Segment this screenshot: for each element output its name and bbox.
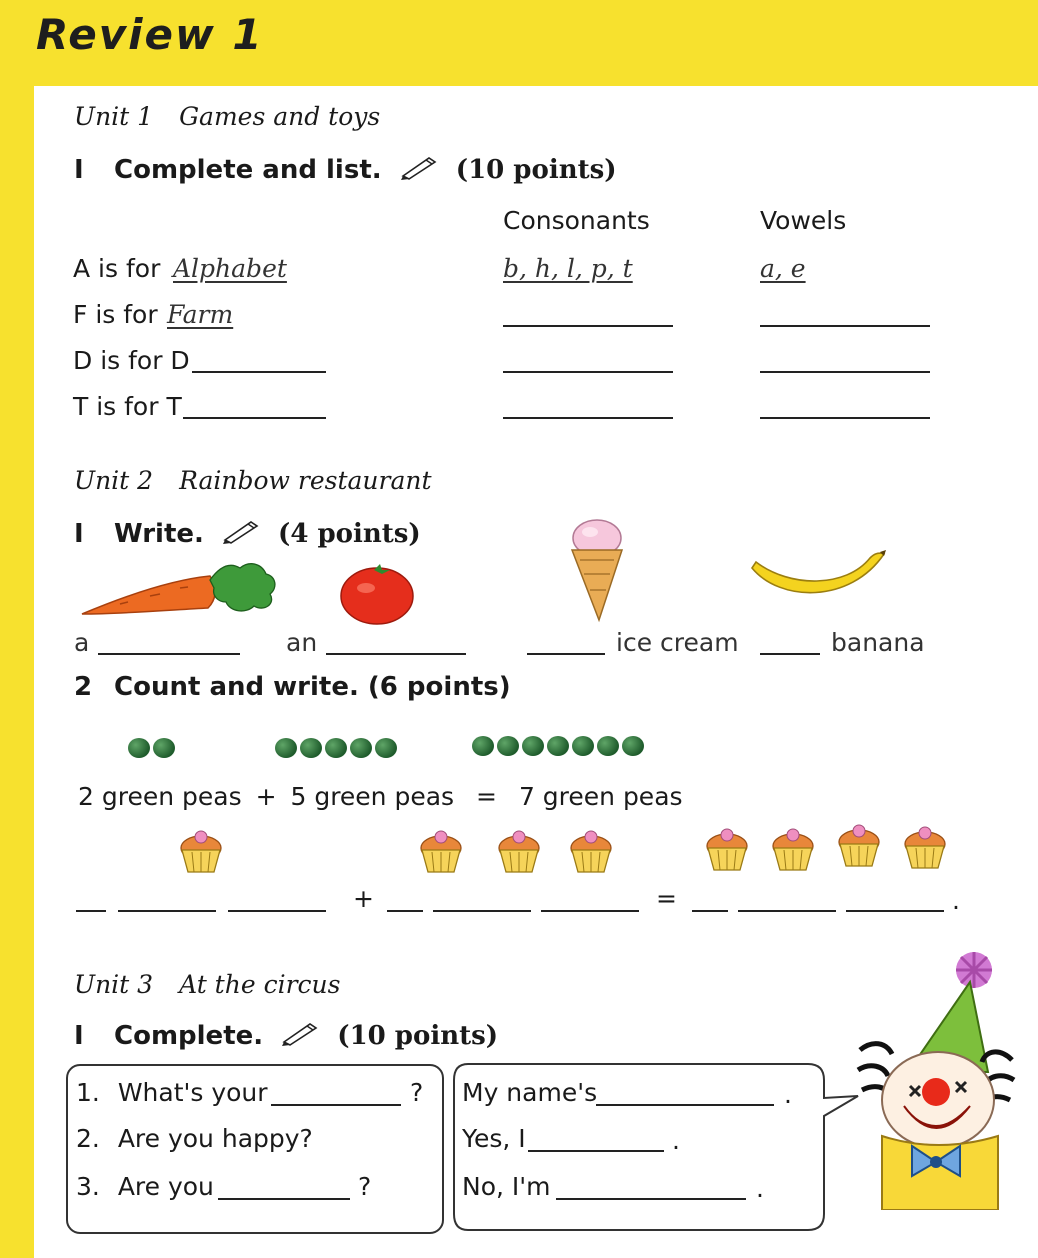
answer-blank[interactable] [218,1198,350,1200]
article-an: an [286,628,318,657]
task-number: I [74,155,84,185]
task-instruction: Count and write. (6 points) [114,672,511,702]
pea [128,738,150,758]
word-blank[interactable] [228,910,326,912]
answer-line-1: My name's [462,1078,598,1107]
peas-b: 5 green peas [290,782,455,811]
cupcake-equals: = [656,884,677,913]
pea [597,736,619,756]
banana-label: banana [831,628,925,657]
vowels-blank[interactable] [760,325,930,327]
row-lead: T is for T [73,392,182,421]
question-3 [76,1172,214,1201]
cupcake [836,822,882,868]
answer-blank[interactable] [556,1198,746,1200]
pencil-icon [399,154,439,187]
pea [522,736,544,756]
question-2 [76,1124,313,1153]
unit3-name: At the circus [179,970,341,999]
word-blank[interactable] [541,910,639,912]
unit1-label: Unit 1 [74,102,154,131]
answer-line-3: No, I'm [462,1172,551,1201]
vowels-blank[interactable] [760,417,930,419]
word-blank[interactable] [192,371,326,373]
pea [472,736,494,756]
pea [275,738,297,758]
banana-picture [750,548,888,610]
word-blank[interactable] [98,653,240,655]
answer-end: . [784,1080,792,1109]
question-number: 3. [76,1172,100,1201]
answer-blank[interactable] [528,1150,664,1152]
task-points: (10 points) [337,1021,499,1051]
unit2-label: Unit 2 [74,466,154,495]
row-lead: F is for [73,300,158,329]
number-blank[interactable] [76,910,106,912]
example-answer: Alphabet [173,254,287,283]
task-number: I [74,1021,84,1051]
pea [622,736,644,756]
answer-line-2: Yes, I [462,1124,526,1153]
number-blank[interactable] [387,910,423,912]
article-blank[interactable] [760,653,820,655]
example-consonants: b, h, l, p, t [503,254,633,283]
question-end: ? [410,1078,424,1107]
task-instruction: Write. [114,519,204,549]
pea [547,736,569,756]
peas-group-5 [275,738,397,758]
cupcake [902,824,948,870]
page-title: Review 1 [36,10,264,59]
cupcake [418,828,464,874]
answer-blank[interactable] [596,1104,774,1106]
consonants-blank[interactable] [503,371,673,373]
ice-cream-label: ice cream [616,628,739,657]
consonants-blank[interactable] [503,417,673,419]
vowels-blank[interactable] [760,371,930,373]
cupcake [178,828,224,874]
pencil-icon [280,1020,320,1053]
word-blank[interactable] [183,417,326,419]
unit3-task-heading [74,1020,498,1053]
word-blank[interactable] [433,910,531,912]
clown-picture [852,950,1016,1210]
question-text: Are you [117,1172,214,1201]
unit1-heading [74,102,380,131]
cupcake [770,826,816,872]
peas-c: 7 green peas [518,782,683,811]
question-number: 2. [76,1124,100,1153]
unit2-name: Rainbow restaurant [179,466,432,495]
cupcake [496,828,542,874]
peas-equals: = [476,782,497,811]
unit3-label: Unit 3 [74,970,154,999]
unit2-heading [74,466,432,495]
number-blank[interactable] [692,910,728,912]
answer-blank[interactable] [271,1104,401,1106]
unit3-heading [74,970,340,999]
word-blank[interactable] [846,910,944,912]
unit1-name: Games and toys [179,102,381,131]
task-number: 2 [74,672,93,702]
task-points: (4 points) [278,519,421,549]
example-answer: Farm [167,300,234,329]
cupcake [704,826,750,872]
pea [350,738,372,758]
task-points: (10 points) [455,155,617,185]
task-instruction: Complete. [114,1021,264,1051]
peas-plus: + [255,782,277,811]
question-text: Are you happy? [117,1124,313,1153]
row-lead: D is for D [73,346,190,375]
article-a: a [74,628,90,657]
example-vowels: a, e [760,254,806,283]
unit2-task2-heading [74,672,511,702]
question-end: ? [358,1172,372,1201]
pea [572,736,594,756]
consonants-header: Consonants [503,206,650,235]
pea [375,738,397,758]
consonants-blank[interactable] [503,325,673,327]
word-blank[interactable] [738,910,836,912]
answer-end: . [672,1126,680,1155]
ice-cream-picture [566,516,628,624]
peas-a: 2 green peas [78,782,242,811]
peas-equation [78,782,683,811]
article-blank[interactable] [527,653,605,655]
pencil-icon [221,518,261,551]
pea [325,738,347,758]
pea [153,738,175,758]
word-blank[interactable] [118,910,216,912]
word-blank[interactable] [326,653,466,655]
answer-end: . [756,1174,764,1203]
peas-group-7 [472,736,644,756]
row-lead: A is for [73,254,161,283]
vowels-header: Vowels [760,206,847,235]
task-instruction: Complete and list. [114,155,382,185]
carrot-picture [80,558,280,618]
unit2-task1-heading [74,518,421,551]
pea [497,736,519,756]
peas-group-2 [128,738,175,758]
tomato-picture [336,560,418,626]
task-number: I [74,519,84,549]
cupcake-dot: . [952,886,960,915]
question-text: What's your [117,1078,268,1107]
cupcake [568,828,614,874]
unit1-task-heading [74,154,617,187]
pea [300,738,322,758]
cupcake-plus: + [353,884,374,913]
question-number: 1. [76,1078,100,1107]
question-1 [76,1078,268,1107]
